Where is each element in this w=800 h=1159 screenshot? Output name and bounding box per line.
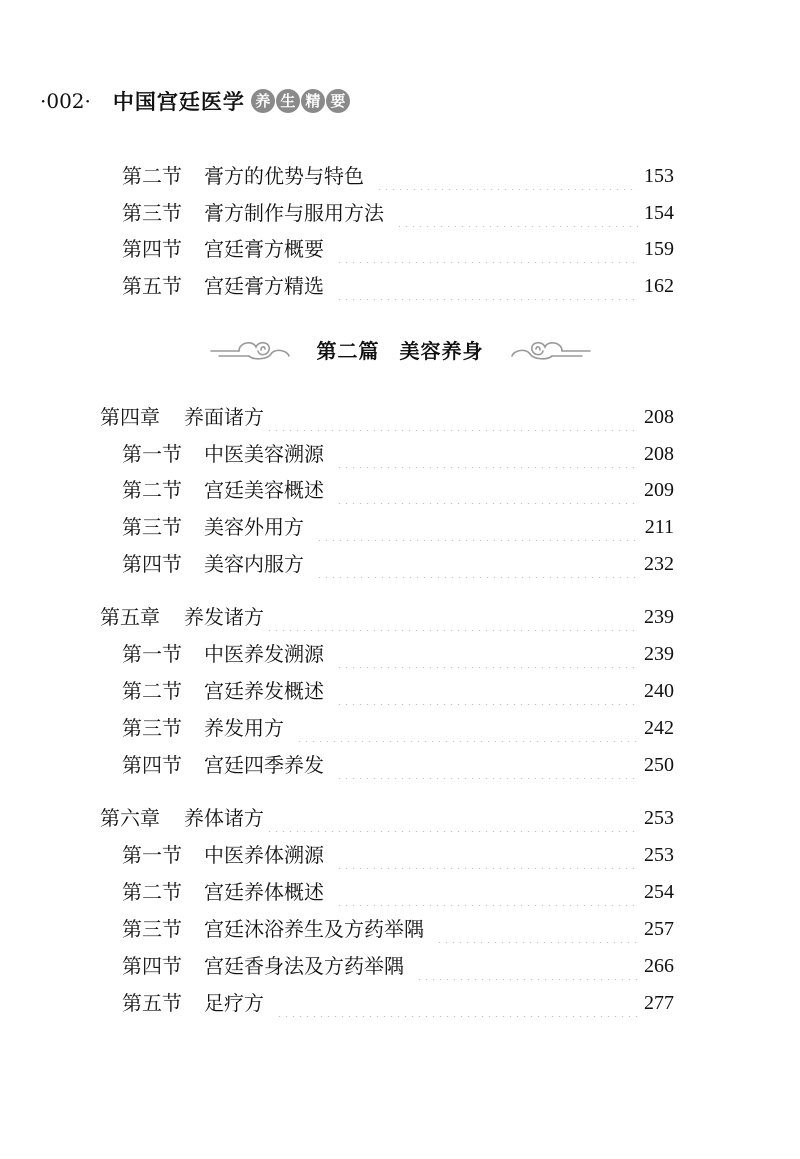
- leader-dots: [336, 751, 638, 779]
- section-page: 239: [644, 643, 674, 665]
- section-label: 第三节: [122, 201, 182, 225]
- section-label: 第三节: [122, 515, 182, 539]
- section-title: 足疗方: [204, 991, 264, 1015]
- section-page: 208: [644, 443, 674, 465]
- leader-dots: [336, 878, 638, 906]
- section-title: 宫廷四季养发: [204, 753, 324, 777]
- chapter-title: 养面诸方: [184, 405, 264, 429]
- toc-section-row[interactable]: [122, 272, 674, 300]
- section-page: 254: [644, 881, 674, 903]
- section-page: 242: [644, 717, 674, 739]
- section-page: 240: [644, 680, 674, 702]
- toc-section-row[interactable]: [122, 915, 674, 943]
- leader-dots: [266, 603, 638, 631]
- section-title: 宫廷膏方概要: [204, 237, 324, 261]
- toc-section-row[interactable]: [122, 714, 674, 742]
- section-page: 209: [644, 479, 674, 501]
- toc-section-row[interactable]: [122, 751, 674, 779]
- chapter-page: 253: [644, 807, 674, 829]
- section-page: 232: [644, 553, 674, 575]
- leader-dots: [336, 440, 638, 468]
- section-page: 266: [644, 955, 674, 977]
- section-label: 第五节: [122, 991, 182, 1015]
- section-label: 第四节: [122, 552, 182, 576]
- leader-dots: [336, 476, 638, 504]
- section-label: 第二节: [122, 880, 182, 904]
- section-page: 253: [644, 844, 674, 866]
- toc-section-row[interactable]: [122, 440, 674, 468]
- leader-dots: [436, 915, 638, 943]
- section-label: 第四节: [122, 237, 182, 261]
- leader-dots: [336, 235, 638, 263]
- section-title: 美容内服方: [204, 552, 304, 576]
- section-label: 第二节: [122, 164, 182, 188]
- leader-dots: [266, 403, 638, 431]
- part-heading: [0, 332, 800, 366]
- chapter-page: 208: [644, 406, 674, 428]
- section-page: 277: [644, 992, 674, 1014]
- toc-section-row[interactable]: [122, 235, 674, 263]
- chapter-title: 养发诸方: [184, 605, 264, 629]
- section-title: 宫廷养发概述: [204, 679, 324, 703]
- leader-dots: [416, 952, 638, 980]
- section-page: 159: [644, 238, 674, 260]
- section-label: 第二节: [122, 478, 182, 502]
- section-page: 257: [644, 918, 674, 940]
- toc-section-row[interactable]: [122, 513, 674, 541]
- leader-dots: [396, 199, 638, 227]
- section-title: 宫廷香身法及方药举隅: [204, 954, 404, 978]
- section-label: 第五节: [122, 274, 182, 298]
- chapter-title: 养体诸方: [184, 806, 264, 830]
- part-title: [317, 335, 484, 364]
- section-page: 211: [644, 516, 674, 538]
- leader-dots: [336, 640, 638, 668]
- section-title: 膏方制作与服用方法: [204, 201, 384, 225]
- leader-dots: [266, 804, 638, 832]
- section-title: 中医养体溯源: [204, 843, 324, 867]
- toc-section-row[interactable]: [122, 162, 674, 190]
- section-title: 宫廷养体概述: [204, 880, 324, 904]
- toc-section-row[interactable]: [122, 199, 674, 227]
- part-name: 美容养身: [399, 338, 484, 363]
- chapter-page: 239: [644, 606, 674, 628]
- subtitle-badges: [251, 89, 351, 113]
- cloud-ornament-right-icon: [510, 336, 592, 362]
- section-label: 第四节: [122, 753, 182, 777]
- leader-dots: [316, 513, 639, 541]
- subtitle-badge: 精: [301, 89, 325, 113]
- section-page: 162: [644, 275, 674, 297]
- leader-dots: [276, 989, 638, 1017]
- chapter-label: 第四章: [100, 405, 160, 429]
- toc-chapter-row[interactable]: [100, 804, 674, 832]
- section-page: 153: [644, 165, 674, 187]
- subtitle-badge: 养: [251, 89, 275, 113]
- page-header: [40, 84, 351, 118]
- section-title: 养发用方: [204, 716, 284, 740]
- section-label: 第一节: [122, 442, 182, 466]
- leader-dots: [296, 714, 638, 742]
- toc-section-row[interactable]: [122, 952, 674, 980]
- leader-dots: [336, 841, 638, 869]
- section-label: 第一节: [122, 843, 182, 867]
- book-title: 中国宫廷医学: [112, 89, 245, 114]
- leader-dots: [336, 272, 638, 300]
- section-title: 美容外用方: [204, 515, 304, 539]
- toc-section-row[interactable]: [122, 841, 674, 869]
- subtitle-badge: 要: [326, 89, 350, 113]
- chapter-label: 第六章: [100, 806, 160, 830]
- page-number: ·002·: [40, 89, 91, 113]
- section-label: 第二节: [122, 679, 182, 703]
- toc-section-row[interactable]: [122, 989, 674, 1017]
- toc-section-row[interactable]: [122, 476, 674, 504]
- section-title: 宫廷膏方精选: [204, 274, 324, 298]
- toc-section-row[interactable]: [122, 550, 674, 578]
- part-label: 第二篇: [316, 338, 380, 363]
- section-page: 250: [644, 754, 674, 776]
- cloud-ornament-left-icon: [209, 336, 291, 362]
- section-title: 宫廷美容概述: [204, 478, 324, 502]
- toc-section-row[interactable]: [122, 677, 674, 705]
- leader-dots: [376, 162, 638, 190]
- section-label: 第三节: [122, 716, 182, 740]
- section-label: 第四节: [122, 954, 182, 978]
- section-title: 膏方的优势与特色: [204, 164, 364, 188]
- toc-section-row[interactable]: [122, 878, 674, 906]
- section-page: 154: [644, 202, 674, 224]
- section-label: 第一节: [122, 642, 182, 666]
- chapter-label: 第五章: [100, 605, 160, 629]
- leader-dots: [316, 550, 638, 578]
- subtitle-badge: 生: [276, 89, 300, 113]
- toc-chapter-row[interactable]: [100, 603, 674, 631]
- section-title: 中医美容溯源: [204, 442, 324, 466]
- leader-dots: [336, 677, 638, 705]
- section-title: 中医养发溯源: [204, 642, 324, 666]
- section-label: 第三节: [122, 917, 182, 941]
- toc-section-row[interactable]: [122, 640, 674, 668]
- section-title: 宫廷沐浴养生及方药举隅: [204, 917, 424, 941]
- toc-chapter-row[interactable]: [100, 403, 674, 431]
